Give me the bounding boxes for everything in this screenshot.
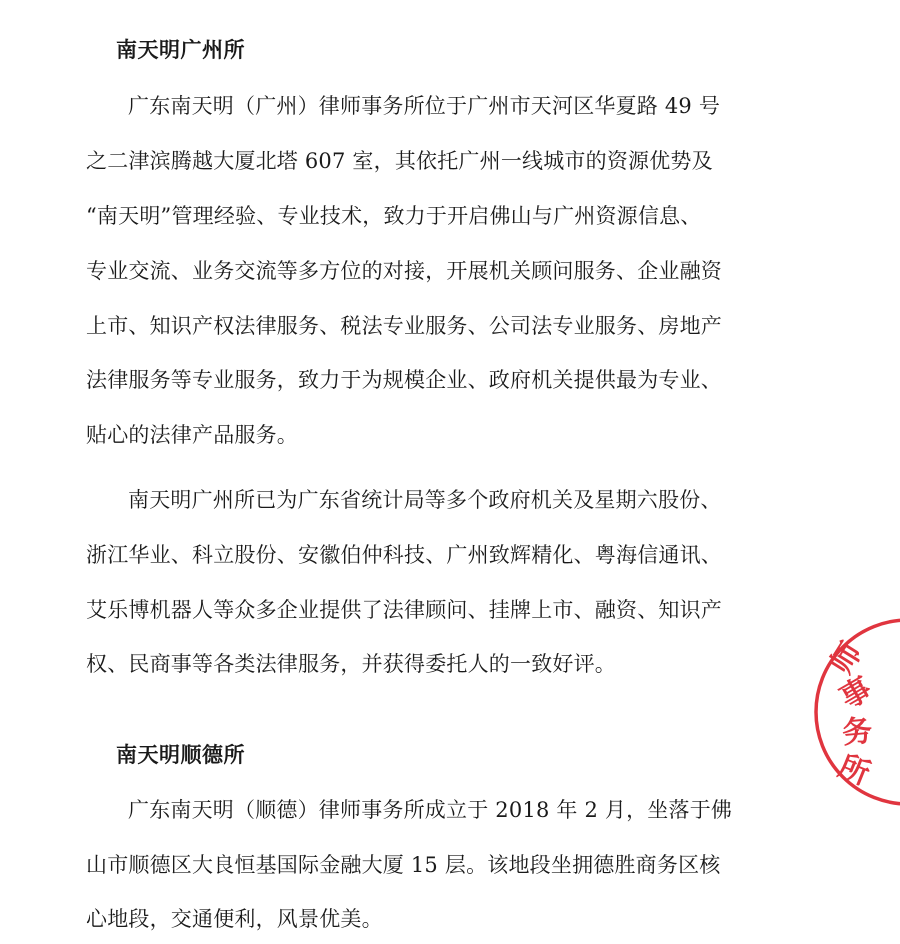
text-line: 之二津滨腾越大厦北塔 607 室，其依托广州一线城市的资源优势及 (86, 149, 713, 173)
section-heading-shunde: 南天明顺德所 (116, 743, 245, 767)
text-line: 广东南天明（顺德）律师事务所成立于 2018 年 2 月，坐落于佛 (128, 798, 733, 822)
seal-character: 事 (834, 671, 878, 717)
text-line: 心地段，交通便利，风景优美。 (86, 907, 383, 931)
text-line: 法律服务等专业服务，致力于为规模企业、政府机关提供最为专业、 (86, 368, 722, 392)
text-line: 广东南天明（广州）律师事务所位于广州市天河区华夏路 49 号 (128, 94, 721, 118)
text-line: 上市、知识产权法律服务、税法专业服务、公司法专业服务、房地产 (86, 314, 722, 338)
official-seal-stamp (812, 612, 900, 812)
text-line: 权、民商事等各类法律服务，并获得委托人的一致好评。 (86, 652, 616, 676)
text-line: 贴心的法律产品服务。 (86, 423, 298, 447)
seal-character: 务 (840, 713, 874, 752)
text-line: 山市顺德区大良恒基国际金融大厦 15 层。该地段坐拥德胜商务区核 (86, 853, 721, 877)
text-line: 艾乐博机器人等众多企业提供了法律顾问、挂牌上市、融资、知识产 (86, 598, 722, 622)
text-line: 南天明广州所已为广东省统计局等多个政府机关及星期六股份、 (128, 488, 722, 512)
text-line: “南天明”管理经验、专业技术，致力于开启佛山与广州资源信息、 (86, 204, 702, 228)
seal-character: 师 (823, 636, 870, 681)
seal-character: 所 (833, 748, 875, 793)
section-heading-guangzhou: 南天明广州所 (116, 38, 245, 62)
text-line: 浙江华业、科立股份、安徽伯仲科技、广州致辉精化、粤海信通讯、 (86, 543, 722, 567)
text-line: 专业交流、业务交流等多方位的对接，开展机关顾问服务、企业融资 (86, 259, 722, 283)
